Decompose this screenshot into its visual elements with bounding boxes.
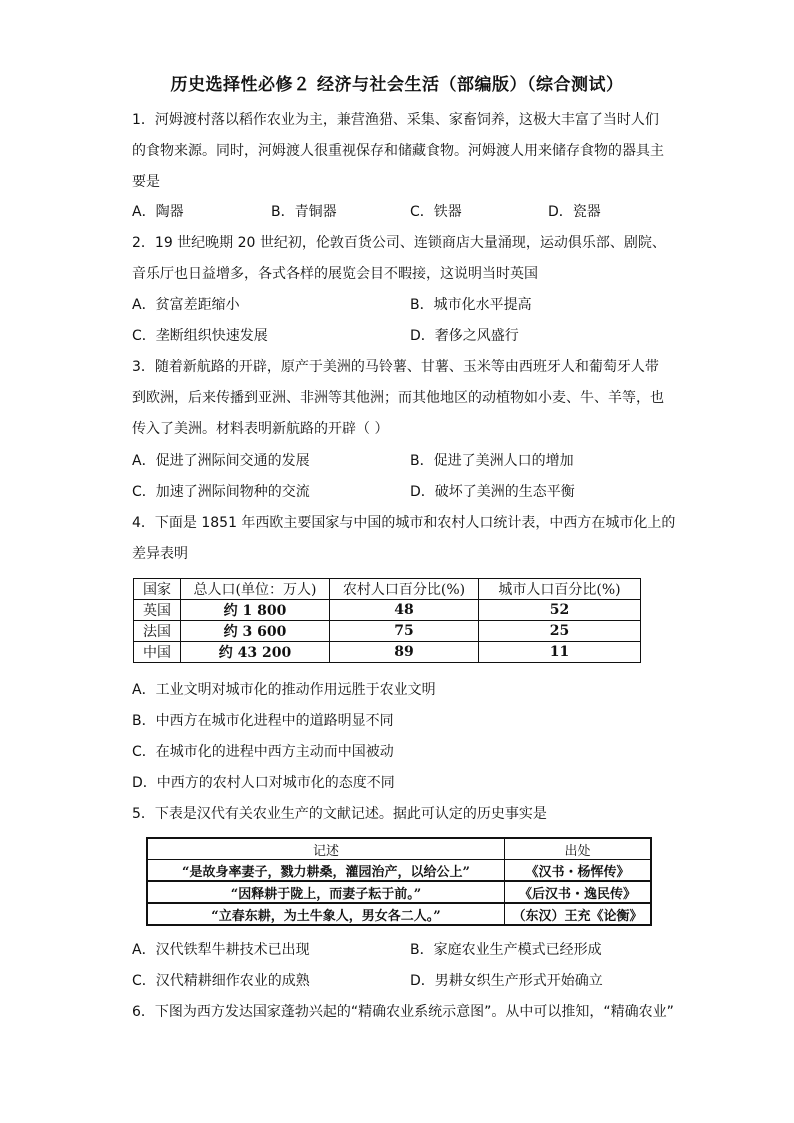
q5-stem-line-1: 5．下表是汉代有关农业生产的文献记述。据此可认定的历史事实是	[132, 806, 547, 822]
table-cell: 中国	[134, 642, 181, 663]
table-cell: 英国	[134, 600, 181, 621]
q2-stem-line-2: 音乐厅也日益增多，各式各样的展览会目不暇接，这说明当时英国	[132, 266, 538, 282]
population-table	[133, 578, 641, 663]
table-cell: 约 3 600	[181, 621, 330, 642]
q1-option-c: C．铁器	[410, 204, 462, 220]
q4-stem-line-2: 差异表明	[132, 546, 188, 562]
table-cell: 《汉书・杨恽传》	[505, 860, 652, 882]
table-header-row	[147, 838, 651, 860]
table-cell: “立春东耕，为土牛象人，男女各二人。”	[147, 903, 505, 925]
table-cell: “因释耕于陇上，而妻子耘于前。”	[147, 881, 505, 903]
q1-option-b: B．青铜器	[271, 204, 337, 220]
han-records-table	[146, 837, 652, 926]
q5-option-a: A．汉代铁犁牛耕技术已出现	[132, 942, 310, 958]
q6-stem-line-1: 6．下图为西方发达国家蓬勃兴起的“精确农业系统示意图”。从中可以推知，“精确农业”	[132, 1004, 674, 1020]
table-cell: 约 43 200	[181, 642, 330, 663]
table-cell: 法国	[134, 621, 181, 642]
q5-option-d: D．男耕女织生产形式开始确立	[410, 973, 603, 989]
q3-option-d: D．破坏了美洲的生态平衡	[410, 484, 575, 500]
q2-option-a: A．贫富差距缩小	[132, 297, 240, 313]
q3-option-a: A．促进了洲际间交通的发展	[132, 453, 310, 469]
q1-stem-line-3: 要是	[132, 174, 160, 190]
q3-option-b: B．促进了美洲人口的增加	[410, 453, 574, 469]
q4-option-b: B．中西方在城市化进程中的道路明显不同	[132, 713, 394, 729]
table-cell: “是故身率妻子，戮力耕桑，灌园治产，以给公上”	[147, 860, 505, 882]
q3-stem-line-1: 3．随着新航路的开辟，原产于美洲的马铃薯、甘薯、玉米等由西班牙人和葡萄牙人带	[132, 359, 659, 375]
q4-option-c: C．在城市化的进程中西方主动而中国被动	[132, 744, 394, 760]
table-cell: 约 1 800	[181, 600, 330, 621]
table-row	[147, 881, 651, 903]
table-row	[147, 860, 651, 882]
table-header: 出处	[505, 838, 652, 860]
table-cell: 75	[330, 621, 479, 642]
table-row	[134, 642, 641, 663]
table-cell: 89	[330, 642, 479, 663]
q1-option-d: D．瓷器	[548, 204, 601, 220]
q2-option-d: D．奢侈之风盛行	[410, 328, 519, 344]
table-row	[134, 600, 641, 621]
q1-stem-line-2: 的食物来源。同时，河姆渡人很重视保存和储藏食物。河姆渡人用来储存食物的器具主	[132, 143, 664, 159]
table-header: 记述	[147, 838, 505, 860]
q3-option-c: C．加速了洲际间物种的交流	[132, 484, 310, 500]
table-cell: 25	[479, 621, 641, 642]
q4-option-a: A．工业文明对城市化的推动作用远胜于农业文明	[132, 682, 436, 698]
table-header: 城市人口百分比(%)	[479, 579, 641, 600]
table-header: 农村人口百分比(%)	[330, 579, 479, 600]
q2-option-b: B．城市化水平提高	[410, 297, 532, 313]
table-cell: 48	[330, 600, 479, 621]
q1-stem-line-1: 1．河姆渡村落以稻作农业为主，兼营渔猎、采集、家畜饲养，这极大丰富了当时人们	[132, 112, 659, 128]
q5-option-c: C．汉代精耕细作农业的成熟	[132, 973, 310, 989]
table-cell: 11	[479, 642, 641, 663]
q2-option-c: C．垄断组织快速发展	[132, 328, 268, 344]
q1-option-a: A．陶器	[132, 204, 184, 220]
table-row	[134, 621, 641, 642]
q4-stem-line-1: 4．下面是 1851 年西欧主要国家与中国的城市和农村人口统计表，中西方在城市化上的	[132, 515, 676, 531]
table-cell: 《后汉书・逸民传》	[505, 881, 652, 903]
table-header: 国家	[134, 579, 181, 600]
table-header-row	[134, 579, 641, 600]
table-header: 总人口(单位：万人)	[181, 579, 330, 600]
q2-stem-line-1: 2．19 世纪晚期 20 世纪初，伦敦百货公司、连锁商店大量涌现，运动俱乐部、剧院、	[132, 235, 666, 251]
q4-option-d: D．中西方的农村人口对城市化的态度不同	[132, 775, 395, 791]
table-cell: 52	[479, 600, 641, 621]
table-row	[147, 903, 651, 925]
q5-option-b: B．家庭农业生产模式已经形成	[410, 942, 602, 958]
q3-stem-line-3: 传入了美洲。材料表明新航路的开辟（ ）	[132, 421, 389, 437]
q3-stem-line-2: 到欧洲，后来传播到亚洲、非洲等其他洲；而其他地区的动植物如小麦、牛、羊等，也	[132, 390, 664, 406]
table-cell: （东汉）王充《论衡》	[505, 903, 652, 925]
page-title: 历史选择性必修２ 经济与社会生活（部编版）（综合测试）	[170, 75, 624, 95]
